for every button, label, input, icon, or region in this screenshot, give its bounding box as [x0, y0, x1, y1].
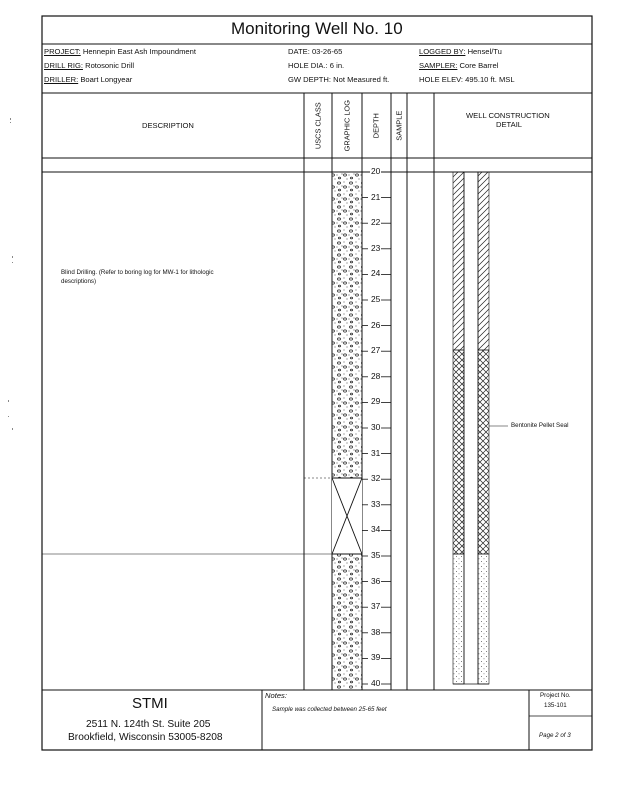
depth-label: 20	[371, 166, 381, 176]
address-line2: Brookfield, Wisconsin 53005-8208	[68, 732, 223, 743]
well-diagram	[453, 172, 508, 684]
project-label: PROJECT: Hennepin East Ash Impoundment	[44, 47, 196, 56]
project-value: Hennepin East Ash Impoundment	[82, 47, 196, 56]
depth-label: 21	[371, 191, 381, 202]
gw-depth-value: Not Measured ft.	[333, 75, 390, 84]
date-value: 03-26-65	[311, 47, 343, 56]
sampler-value: Core Barrel	[459, 61, 499, 70]
hole-elev-label: HOLE ELEV: 495.10 ft. MSL	[419, 75, 515, 84]
hole-elev-value: 495.10 ft. MSL	[465, 75, 515, 84]
project-no-label: Project No.	[540, 692, 571, 699]
depth-label: 32	[371, 473, 381, 484]
uscs-column-header: USCS CLASS	[313, 102, 323, 150]
notes-label: Notes:	[265, 691, 287, 700]
driller-value: Boart Longyear	[80, 75, 133, 84]
depth-label: 29	[371, 396, 381, 407]
driller-label: DRILLER: Boart Longyear	[44, 75, 133, 84]
depth-label: 37	[371, 601, 381, 612]
page-title: Monitoring Well No. 10	[231, 19, 403, 38]
depth-label: 39	[371, 652, 381, 663]
address-line1: 2511 N. 124th St. Suite 205	[86, 719, 211, 730]
depth-label: 35	[371, 550, 381, 560]
hole-dia-label: HOLE DIA.: 6 in.	[288, 61, 345, 70]
depth-label: 34	[371, 524, 381, 535]
depth-label: 23	[371, 242, 381, 253]
logged-by-value: Hensel/Tu	[467, 47, 502, 56]
depth-label: 24	[371, 268, 381, 279]
depth-label: 40	[371, 678, 381, 688]
date-label: DATE: 03-26-65	[288, 47, 343, 56]
depth-label: 38	[371, 626, 381, 637]
description-text-line1: Blind Drilling. (Refer to boring log for MW-1 for lithologic	[61, 269, 214, 276]
depth-label: 33	[371, 498, 381, 509]
graphic-log-gravel-upper	[332, 172, 362, 478]
description-column-header: DESCRIPTION	[142, 121, 194, 130]
sample-column-header: SAMPLE	[394, 110, 404, 141]
page-number: Page 2 of 3	[539, 732, 571, 739]
depth-label: 25	[371, 294, 381, 304]
gw-depth-label: GW DEPTH: Not Measured ft.	[288, 75, 390, 84]
depth-label: 27	[371, 345, 381, 356]
sampler-label: SAMPLER: Core Barrel	[419, 61, 499, 70]
depth-label: 26	[371, 319, 381, 330]
depth-label: 36	[371, 575, 381, 586]
well-detail-header-line2: DETAIL	[496, 120, 523, 129]
depth-label: 31	[371, 447, 381, 458]
drill-rig-label: DRILL RIG: Rotosonic Drill	[44, 61, 135, 70]
drill-rig-value: Rotosonic Drill	[85, 61, 135, 70]
graphic-log-column-header: GRAPHIC LOG	[342, 100, 352, 152]
notes-text: Sample was collected between 25-65 feet	[272, 706, 387, 713]
hole-dia-value: 6 in.	[329, 61, 345, 70]
graphic-log-gravel-lower	[332, 554, 362, 690]
depth-column-header: DEPTH	[371, 113, 381, 139]
company-name: STMI	[132, 695, 168, 712]
logged-by-label: LOGGED BY: Hensel/Tu	[419, 47, 502, 56]
depth-label: 22	[371, 217, 381, 228]
description-text-line2: descriptions)	[61, 278, 97, 285]
well-detail-header-line1: WELL CONSTRUCTION	[466, 111, 550, 120]
depth-label: 30	[371, 422, 381, 432]
bentonite-seal-annotation: Bentonite Pellet Seal	[511, 422, 569, 429]
project-no-value: 135-101	[544, 702, 567, 709]
depth-label: 28	[371, 370, 381, 381]
